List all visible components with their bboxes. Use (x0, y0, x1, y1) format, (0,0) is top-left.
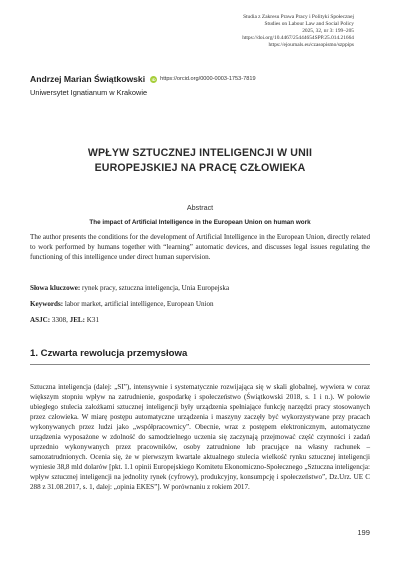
keywords-english (30, 299, 370, 309)
article-title-line-1: WPŁYW SZTUCZNEJ INTELIGENCJI W UNII (87, 147, 313, 159)
orcid-icon[interactable] (150, 76, 157, 83)
page-number: 199 (357, 528, 370, 537)
author-affiliation: Uniwersytet Ignatianum w Krakowie (30, 88, 148, 97)
jel-value: K31 (86, 316, 100, 324)
keywords-polish-label: Słowa kluczowe: (30, 284, 81, 292)
journal-doi-link[interactable]: https://doi.org/10.4467/25444654SPP.25.014.21664 (242, 35, 354, 42)
keywords-polish (30, 283, 370, 293)
author-line (30, 74, 256, 84)
abstract-english-title: The impact of Artificial Intelligence in the European Union on human work (89, 219, 311, 226)
journal-title-pl: Studia z Zakresu Prawa Pracy i Polityki Społecznej (243, 14, 354, 20)
asjc-label: ASJC: (30, 316, 51, 324)
jel-label: JEL: (69, 316, 86, 324)
article-title-line-2: EUROPEJSKIEJ NA PRACĘ CZŁOWIEKA (94, 161, 306, 174)
section-heading: 1. Czwarta rewolucja przemysłowa (30, 348, 188, 359)
orcid-link[interactable]: https://orcid.org/0000-0003-1753-7819 (160, 76, 256, 82)
section-divider (30, 364, 370, 365)
journal-issue: 2025, 32, nr 3: 199–205 (302, 28, 354, 35)
article-title (30, 146, 370, 175)
journal-title-en: Studies on Labour Law and Social Policy (264, 21, 354, 28)
keywords-polish-value: rynek pracy, sztuczna inteligencja, Unia Europejska (82, 284, 230, 292)
keywords-english-label: Keywords: (30, 300, 64, 308)
abstract-text: The author presents the conditions for the development of Artificial Intelligence in the European Union, directly related to work performed by humans together with “learning” automatic devices, and discusses legal issues regulating the functioning of this intelligence under direct human supervision. (30, 233, 370, 261)
journal-website-link[interactable]: https://ejournals.eu/czasopismo/szppips (268, 42, 354, 49)
author-name: Andrzej Marian Świątkowski (30, 74, 146, 84)
asjc-value: 3308, (51, 316, 68, 324)
classification-codes (30, 315, 370, 325)
abstract-heading: Abstract (186, 203, 214, 212)
journal-metadata (154, 14, 354, 49)
keywords-english-value: labor market, artificial intelligence, European Union (64, 300, 214, 308)
body-paragraph: Sztuczna inteligencja (dalej: „SI”), intensywnie i systematycznie rozwijająca się w skali globalnej, wywiera w coraz większym stopniu wpływ na zatrudnienie, gospodarkę i społeczeństwo (Świątkowski 2018, s. 1 i n.). W połowie ubiegłego stulecia założkami sztucznej inteligencji były urządzenia spełniające funkcję narzędzi pracy stosowanych przez człowieka. W miarę postępu automatyczne urządzenia i maszyny zaczęły być wykorzystywane przy pracach wykonywanych przez ludzi jako „współpracownicy”. Obecnie, wraz z postępem elektronicznym, automatyczne urządzenia wyposażone w zdolność do samodzielnego uczenia się zaczynają przejmować część czynności i zadań uprzednio wykonywanych przez pracowników, osoby zatrudnione lub pracujące na własny rachunek – samozatrudnionych. Ocenia się, że w pierwszym kwartale aktualnego stulecia wielkość rynku sztucznej inteligencji wyniesie 38,8 mld dolarów [pkt. 1.1 opinii Europejskiego Komitetu Ekonomiczno-Społecznego „Sztuczna inteligencja: wpływ sztucznej inteligencji na jednolity rynek (cyfrowy), produkcyjny, konsumpcję i społeczeństwo”, Dz.Urz. UE C 288 z 31.08.2017, s. 1, dalej: „opinia EKES”]. W porównaniu z rokiem 2017. (30, 383, 370, 492)
